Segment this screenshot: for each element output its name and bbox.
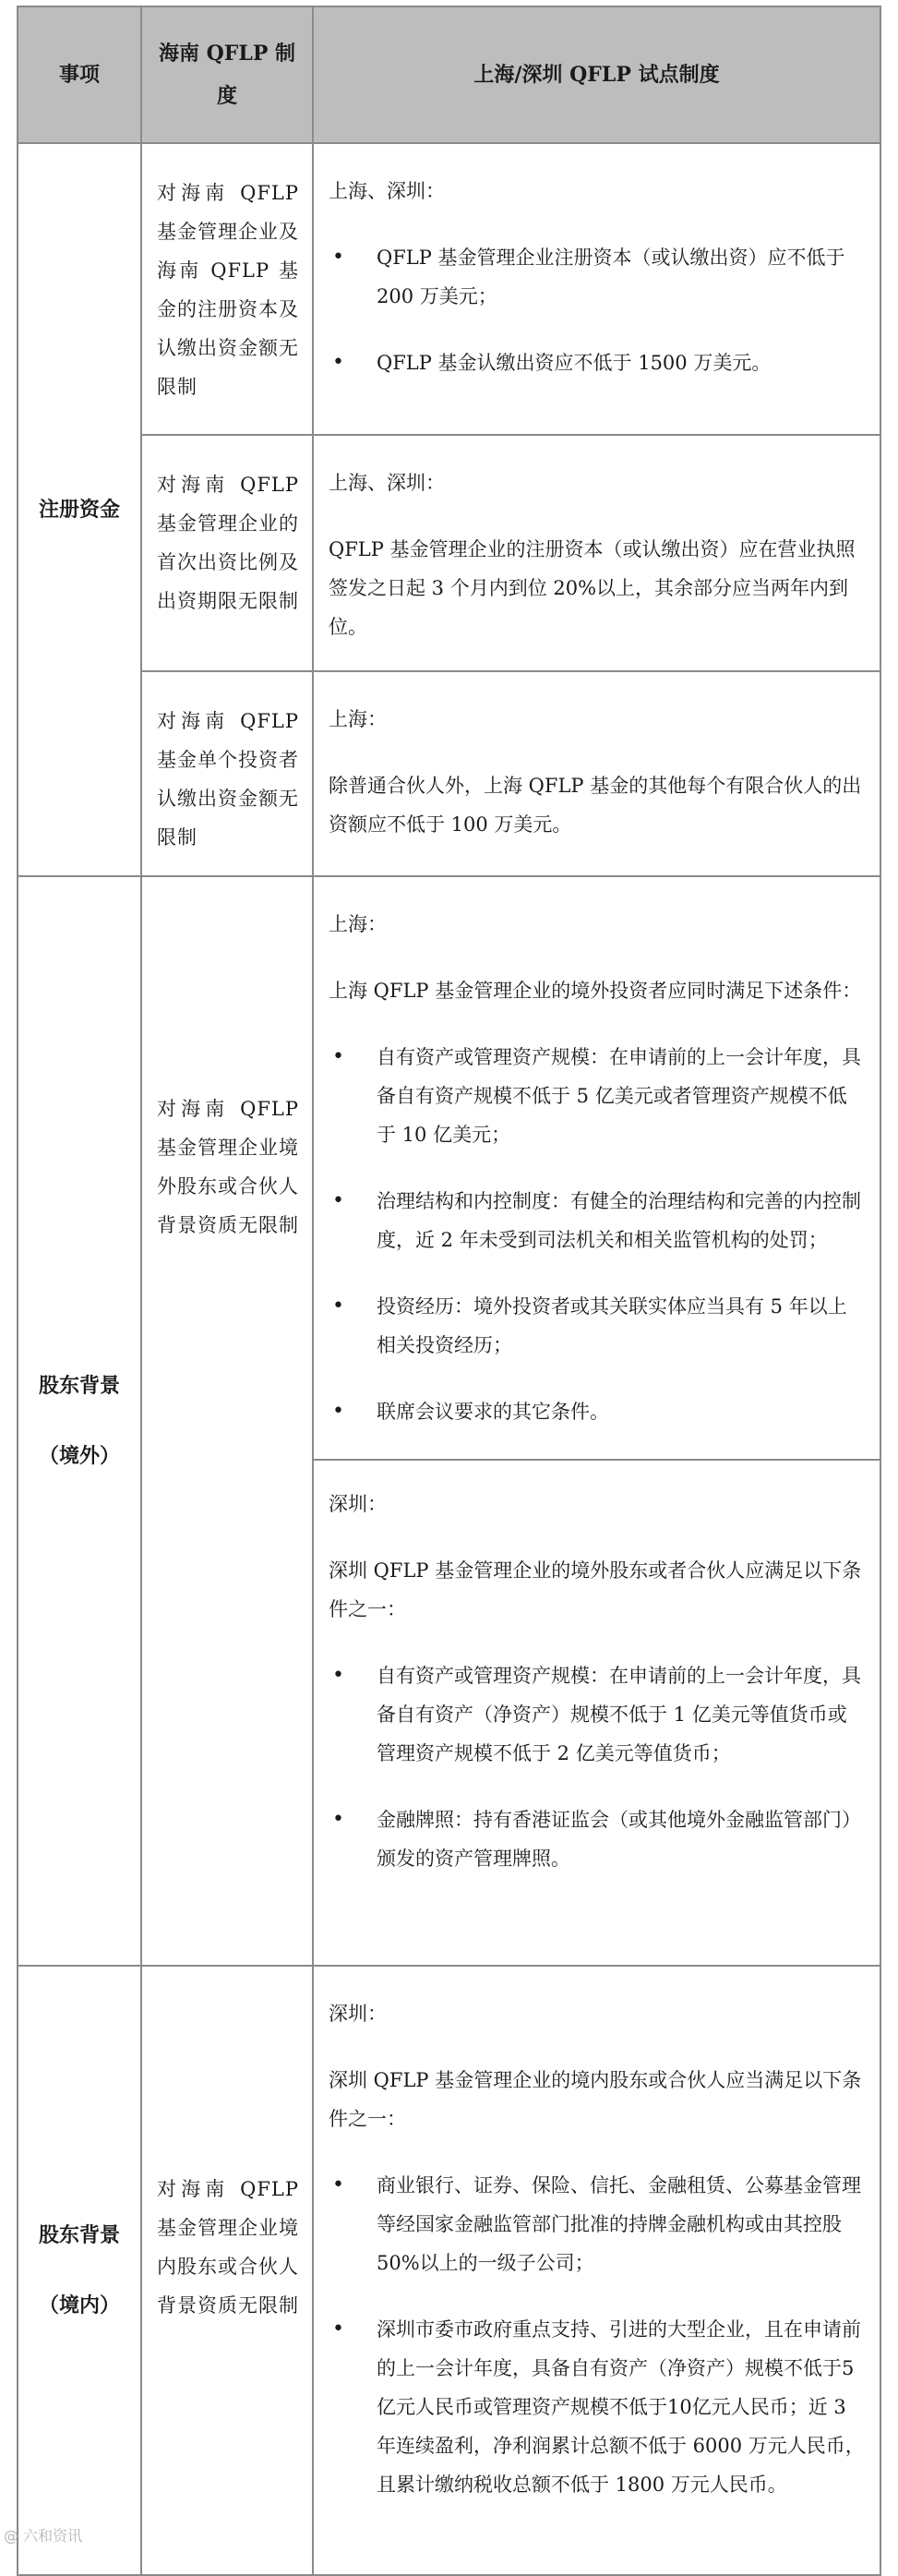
bullet-list	[329, 2166, 865, 2504]
comparison-table	[17, 6, 881, 2576]
region-label: 上海：	[329, 913, 387, 935]
topic-foreign-shareholder	[18, 876, 141, 1966]
bullet-list	[329, 1656, 865, 1878]
pilot-cell	[313, 671, 880, 876]
list-item: • 自有资产或管理资产规模：在申请前的上一会计年度，具备自有资产规模不低于 5 亿美元或者管理资产规模不低于 10 亿美元；	[329, 1038, 865, 1154]
region-label: 上海：	[329, 708, 387, 730]
list-item: • 自有资产或管理资产规模：在申请前的上一会计年度，具备自有资产（净资产）规模不低于 1 亿美元等值货币或管理资产规模不低于 2 亿美元等值货币；	[329, 1656, 865, 1773]
bullet-list	[329, 1038, 865, 1431]
pilot-text: 除普通合伙人外，上海 QFLP 基金的其他每个有限合伙人的出资额应不低于 100 万美元。	[329, 775, 862, 836]
topic-registered-capital: 注册资金	[18, 143, 141, 876]
header-pilot: 上海/深圳 QFLP 试点制度	[313, 6, 880, 143]
table-row	[18, 1966, 880, 2575]
topic-line: 股东背景	[38, 2223, 120, 2247]
list-item: • QFLP 基金认缴出资应不低于 1500 万美元。	[329, 343, 865, 382]
pilot-cell	[313, 435, 880, 671]
topic-line: （境外）	[38, 1444, 120, 1468]
topic-domestic-shareholder	[18, 1966, 141, 2575]
pilot-text: 深圳 QFLP 基金管理企业的境内股东或合伙人应当满足以下条件之一：	[329, 2069, 862, 2130]
list-item: • 商业银行、证券、保险、信托、金融租赁、公募基金管理等经国家金融监管部门批准的持牌金融机构或由其控股 50%以上的一级子公司；	[329, 2166, 865, 2282]
watermark: @ 六和资讯	[4, 2527, 83, 2545]
region-label: 深圳：	[329, 2003, 387, 2025]
region-label: 上海、深圳：	[329, 472, 445, 494]
hainan-cell: 对海南 QFLP 基金管理企业境外股东或合伙人背景资质无限制	[141, 876, 313, 1966]
bullet-list	[329, 238, 865, 382]
header-hainan: 海南 QFLP 制度	[141, 6, 313, 143]
table-row	[18, 876, 880, 1966]
pilot-text: 深圳 QFLP 基金管理企业的境外股东或者合伙人应满足以下条件之一：	[329, 1559, 862, 1620]
pilot-cell	[313, 1966, 880, 2575]
region-label: 上海、深圳：	[329, 180, 445, 202]
pilot-text: QFLP 基金管理企业的注册资本（或认缴出资）应在营业执照签发之日起 3 个月内到位 20%以上，其余部分应当两年内到位。	[329, 538, 856, 638]
list-item: • 联席会议要求的其它条件。	[329, 1392, 865, 1431]
table-row	[18, 143, 880, 435]
list-item: • 投资经历：境外投资者或其关联实体应当具有 5 年以上相关投资经历；	[329, 1287, 865, 1365]
table-row	[18, 435, 880, 671]
pilot-cell	[313, 143, 880, 435]
list-item: • 治理结构和内控制度：有健全的治理结构和完善的内控制度，近 2 年未受到司法机关和相关监管机构的处罚；	[329, 1182, 865, 1259]
pilot-text: 上海 QFLP 基金管理企业的境外投资者应同时满足下述条件：	[329, 980, 862, 1002]
topic-line: 股东背景	[38, 1374, 120, 1398]
list-item: • QFLP 基金管理企业注册资本（或认缴出资）应不低于 200 万美元；	[329, 238, 865, 316]
hainan-cell: 对海南 QFLP 基金管理企业境内股东或合伙人背景资质无限制	[141, 1966, 313, 2575]
hainan-cell: 对海南 QFLP 基金管理企业的首次出资比例及出资期限无限制	[141, 435, 313, 671]
hainan-cell: 对海南 QFLP 基金单个投资者认缴出资金额无限制	[141, 671, 313, 876]
table-row	[18, 671, 880, 876]
header-row	[18, 6, 880, 143]
hainan-cell: 对海南 QFLP 基金管理企业及海南 QFLP 基金的注册资本及认缴出资金额无限制	[141, 143, 313, 435]
list-item: • 金融牌照：持有香港证监会（或其他境外金融监管部门）颁发的资产管理牌照。	[329, 1800, 865, 1878]
region-label: 深圳：	[329, 1493, 387, 1515]
pilot-cell	[313, 876, 880, 1966]
topic-line: （境内）	[38, 2293, 120, 2317]
list-item: • 深圳市委市政府重点支持、引进的大型企业，且在申请前的上一会计年度，具备自有资产（净资产）规模不低于5亿元人民币或管理资产规模不低于10亿元人民币；近 3 年连续盈利，净利润累计总额不低于 6000 万元人民币，且累计缴纳税收总额不低于 1800 万元人民币。	[329, 2310, 865, 2504]
divider	[314, 1459, 880, 1461]
header-item: 事项	[18, 6, 141, 143]
